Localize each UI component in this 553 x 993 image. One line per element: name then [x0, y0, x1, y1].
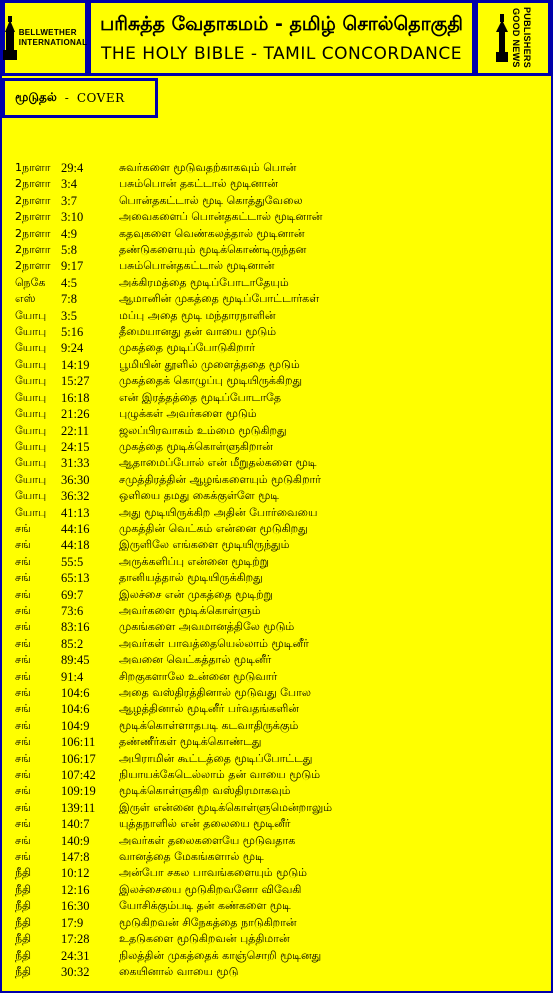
entry-book: நீதி — [15, 915, 32, 929]
entry-reference: 3:5 — [61, 308, 77, 323]
entry-book: யோபு — [15, 308, 47, 322]
section-title-tamil: மூடுதல் — [15, 90, 57, 104]
concordance-entry — [15, 701, 332, 717]
entry-text: இருளிலே எங்களை மூடியிருந்தும் — [119, 538, 290, 552]
entry-book: 2நாளா — [15, 210, 51, 224]
entry-text: அவர்கள் தலைகளையே மூடுவதாக — [119, 833, 296, 847]
entry-reference: 36:30 — [61, 472, 90, 487]
entry-text: தானியத்தால் மூடியிருக்கிறது — [119, 571, 263, 585]
entry-reference: 44:16 — [61, 521, 90, 536]
entry-book: யோபு — [15, 357, 47, 371]
entry-text: பொன்தகட்டால் மூடி கொத்துவேலை — [119, 193, 303, 207]
entry-text: சமுத்திரத்தின் ஆழங்களையும் மூடுகிறார் — [119, 472, 322, 486]
entry-book: 2நாளா — [15, 243, 51, 257]
entry-book: நீதி — [15, 948, 32, 962]
entry-reference: 139:11 — [61, 800, 96, 815]
entry-reference: 104:9 — [61, 718, 90, 733]
entry-book: சங் — [15, 800, 31, 814]
entry-reference: 55:5 — [61, 554, 84, 569]
entry-text: மப்பு அதை மூடி மந்தாரநாளின் — [119, 308, 276, 322]
title-english: THE HOLY BIBLE - TAMIL CONCORDANCE — [100, 44, 462, 64]
entry-book: 1நாளா — [15, 161, 51, 174]
bellwether-logo — [2, 0, 88, 76]
concordance-list — [15, 160, 332, 980]
entry-text: இலச்சை என் முகத்தை மூடிற்று — [119, 587, 273, 601]
concordance-entry — [15, 685, 332, 701]
entry-text: தண்டுகளையும் மூடிக்கொண்டிருந்தன — [119, 243, 307, 257]
entry-book: யோபு — [15, 390, 47, 404]
entry-text: நியாயக்கேடெல்லாம் தன் வாயை மூடும் — [119, 768, 321, 782]
entry-reference: 73:6 — [61, 603, 84, 618]
concordance-entry — [15, 636, 332, 652]
concordance-entry — [15, 767, 332, 783]
entry-book: 2நாளா — [15, 226, 51, 240]
concordance-entry — [15, 751, 332, 767]
entry-text: அவர்களை மூடிக்கொள்ளும் — [119, 603, 261, 617]
entry-book: சங் — [15, 587, 31, 601]
entry-reference: 104:6 — [61, 702, 90, 717]
entry-text: உதடுகளை மூடுகிறவன் புத்திமான் — [119, 932, 290, 946]
entry-book: நீதி — [15, 866, 32, 880]
entry-text: முகத்தை மூடிப்போடுகிறார் — [119, 341, 256, 355]
entry-text: ஜலப்பிரவாகம் உம்மை மூடுகிறது — [119, 423, 287, 437]
entry-book: நீதி — [15, 932, 32, 946]
entry-reference: 69:7 — [61, 587, 84, 602]
entry-reference: 147:8 — [61, 850, 90, 865]
entry-text: இலச்சையை மூடுகிறவனோ விவேகி — [119, 882, 302, 896]
entry-reference: 10:12 — [61, 866, 90, 881]
entry-reference: 106:17 — [61, 751, 96, 766]
concordance-entry — [15, 915, 332, 931]
concordance-entry — [15, 898, 332, 914]
entry-text: சிறகுகளாலே உன்னை மூடுவார் — [119, 669, 278, 683]
entry-book: யோபு — [15, 489, 47, 503]
entry-book: நீதி — [15, 964, 32, 978]
entry-text: ஒளியை தமது கைக்குள்ளே மூடி — [119, 489, 280, 503]
entry-reference: 104:6 — [61, 686, 90, 700]
entry-book: யோபு — [15, 439, 47, 453]
entry-reference: 65:13 — [61, 571, 90, 586]
concordance-entry — [15, 258, 332, 274]
concordance-entry — [15, 472, 332, 488]
entry-book: சங் — [15, 850, 31, 864]
entry-reference: 44:18 — [61, 538, 90, 553]
concordance-entry — [15, 193, 332, 209]
entry-book: 2நாளா — [15, 177, 51, 191]
entry-book: சங் — [15, 636, 31, 650]
logo-left-line-1: BELLWETHER — [18, 28, 77, 37]
concordance-entry — [15, 160, 332, 176]
concordance-entry — [15, 865, 332, 881]
entry-text: சுவர்களை மூடுவதற்காகவும் பொன் — [119, 161, 297, 174]
concordance-entry — [15, 833, 332, 849]
title-banner — [88, 0, 475, 76]
section-heading — [2, 78, 158, 118]
entry-text: முகத்தை மூடிக்கொள்ளுகிறான் — [119, 439, 273, 453]
concordance-entry — [15, 406, 332, 422]
entry-text: பூமியின் தூளில் முளைத்ததை மூடும் — [119, 357, 300, 371]
concordance-entry — [15, 948, 332, 964]
good-news-logo — [475, 0, 551, 76]
concordance-entry — [15, 652, 332, 668]
concordance-entry — [15, 964, 332, 980]
entry-book: சங் — [15, 653, 31, 667]
entry-text: முகத்தின் வெட்கம் என்னை மூடுகிறது — [119, 521, 308, 535]
entry-book: 2நாளா — [15, 193, 51, 207]
entry-book: சங் — [15, 669, 31, 683]
entry-reference: 5:16 — [61, 325, 84, 340]
concordance-entry — [15, 882, 332, 898]
concordance-entry — [15, 308, 332, 324]
entry-book: நெகே — [15, 275, 46, 289]
entry-text: அவைகளைப் பொன்தகட்டால் மூடினான் — [119, 210, 323, 224]
entry-reference: 4:9 — [61, 226, 77, 241]
entry-reference: 16:18 — [61, 390, 90, 405]
entry-book: சங் — [15, 571, 31, 585]
concordance-entry — [15, 291, 332, 307]
entry-book: சங் — [15, 702, 31, 716]
entry-reference: 31:33 — [61, 456, 90, 471]
entry-reference: 17:9 — [61, 915, 84, 930]
concordance-entry — [15, 373, 332, 389]
concordance-entry — [15, 390, 332, 406]
entry-book: 2நாளா — [15, 259, 51, 273]
entry-reference: 85:2 — [61, 636, 84, 651]
entry-reference: 83:16 — [61, 620, 90, 635]
entry-text: யோசிக்கும்படி தன் கண்களை மூடி — [119, 899, 291, 913]
entry-reference: 21:26 — [61, 407, 90, 422]
entry-text: தீமையானது தன் வாயை மூடும் — [119, 325, 277, 339]
entry-text: பசும்பொன்தகட்டால் மூடினான் — [119, 259, 275, 273]
entry-book: சங் — [15, 554, 31, 568]
concordance-entry — [15, 603, 332, 619]
concordance-entry — [15, 275, 332, 291]
entry-text: வானத்தை மேகங்களால் மூடி — [119, 850, 264, 864]
entry-reference: 9:24 — [61, 341, 84, 356]
concordance-entry — [15, 554, 332, 570]
concordance-entry — [15, 357, 332, 373]
entry-reference: 5:8 — [61, 243, 77, 258]
entry-reference: 106:11 — [61, 735, 96, 750]
entry-reference: 3:7 — [61, 193, 77, 208]
entry-book: சங் — [15, 718, 31, 732]
entry-book: யோபு — [15, 325, 47, 339]
entry-reference: 3:10 — [61, 210, 84, 225]
entry-reference: 91:4 — [61, 669, 84, 684]
entry-book: நீதி — [15, 882, 32, 896]
entry-text: நிலத்தின் முகத்தைக் காஞ்சொறி மூடினது — [119, 948, 322, 962]
entry-book: சங் — [15, 620, 31, 634]
concordance-entry — [15, 423, 332, 439]
entry-text: அருக்களிப்பு என்னை மூடிற்று — [119, 554, 269, 568]
concordance-entry — [15, 570, 332, 586]
entry-book: சங் — [15, 768, 31, 782]
entry-book: யோபு — [15, 374, 47, 388]
entry-book: யோபு — [15, 505, 47, 519]
logo-right-line-1: GOOD NEWS — [511, 8, 521, 68]
concordance-entry — [15, 669, 332, 685]
entry-reference: 14:19 — [61, 357, 90, 372]
entry-book: எஸ் — [15, 292, 36, 306]
entry-text: முகங்களை அவமானத்திலே மூடும் — [119, 620, 295, 634]
entry-book: சங் — [15, 686, 31, 699]
entry-text: ஆதாமைப்போல் என் மீறுதல்களை மூடி — [119, 456, 317, 470]
entry-reference: 30:32 — [61, 964, 90, 979]
entry-book: சங் — [15, 735, 31, 749]
concordance-entry — [15, 783, 332, 799]
entry-reference: 140:7 — [61, 817, 90, 832]
concordance-entry — [15, 340, 332, 356]
entry-text: முகத்தைக் கொழுப்பு மூடியிருக்கிறது — [119, 374, 302, 388]
concordance-entry — [15, 176, 332, 192]
entry-text: கையினால் வாயை மூடு — [119, 964, 239, 978]
section-title-english: COVER — [76, 91, 125, 105]
entry-book: யோபு — [15, 341, 47, 355]
entry-text: பசும்பொன் தகட்டால் மூடினான் — [119, 177, 278, 191]
entry-reference: 140:9 — [61, 833, 90, 848]
entry-reference: 109:19 — [61, 784, 96, 799]
concordance-entry — [15, 734, 332, 750]
entry-book: சங் — [15, 603, 31, 617]
entry-reference: 24:31 — [61, 948, 90, 963]
logo-left-line-2: INTERNATIONAL — [18, 38, 88, 47]
concordance-entry — [15, 226, 332, 242]
entry-book: நீதி — [15, 899, 32, 913]
entry-text: யுத்தநாளில் என் தலையை மூடினீர் — [119, 817, 291, 831]
torch-icon — [495, 14, 509, 62]
entry-text: அன்போ சகல பாவங்களையும் மூடும் — [119, 866, 307, 880]
concordance-entry — [15, 488, 332, 504]
entry-text: கதவுகளை வெண்கலத்தால் மூடினான் — [119, 226, 305, 240]
entry-reference: 22:11 — [61, 423, 90, 438]
entry-reference: 29:4 — [61, 161, 84, 175]
bell-tower-icon — [3, 16, 17, 60]
entry-text: ஆழத்தினால் மூடினீர் பர்வதங்களின் — [119, 702, 299, 716]
entry-reference: 17:28 — [61, 932, 90, 947]
concordance-entry — [15, 849, 332, 865]
entry-reference: 3:4 — [61, 177, 77, 192]
entry-book: யோபு — [15, 456, 47, 470]
entry-text: அது மூடியிருக்கிற அதின் போர்வையை — [119, 505, 318, 519]
entry-book: யோபு — [15, 423, 47, 437]
title-tamil: பரிசுத்த வேதாகமம் - தமிழ் சொல்தொகுதி — [100, 13, 463, 35]
entry-book: சங் — [15, 833, 31, 847]
concordance-entry — [15, 718, 332, 734]
logo-right-line-2: PUBLISHERS — [522, 7, 532, 69]
entry-reference: 7:8 — [61, 292, 77, 307]
entry-book: சங் — [15, 538, 31, 552]
entry-text: மூடிக்கொள்ளுகிற வஸ்திரமாகவும் — [119, 784, 291, 798]
entry-text: அபிராமின் கூட்டத்தை மூடிப்போட்டது — [119, 751, 313, 765]
concordance-entry — [15, 816, 332, 832]
concordance-entry — [15, 587, 332, 603]
entry-text: அவர்கள் பாவத்தையெல்லாம் மூடினீர் — [119, 636, 309, 650]
entry-book: சங் — [15, 521, 31, 535]
entry-text: அதை வஸ்திரத்தினால் மூடுவது போல — [119, 686, 311, 699]
concordance-entry — [15, 455, 332, 471]
concordance-entry — [15, 439, 332, 455]
entry-reference: 24:15 — [61, 439, 90, 454]
entry-reference: 16:30 — [61, 899, 90, 914]
concordance-entry — [15, 619, 332, 635]
entry-text: இருள் என்னை மூடிக்கொள்ளுமென்றாலும் — [119, 800, 333, 814]
concordance-entry — [15, 242, 332, 258]
entry-book: சங் — [15, 784, 31, 798]
entry-book: சங் — [15, 817, 31, 831]
entry-reference: 4:5 — [61, 275, 77, 290]
entry-reference: 41:13 — [61, 505, 90, 520]
entry-reference: 15:27 — [61, 374, 90, 389]
concordance-entry — [15, 209, 332, 225]
entry-text: மூடுகிறவன் சிநேகத்தை நாடுகிறான் — [119, 915, 297, 929]
concordance-entry — [15, 537, 332, 553]
entry-text: புழுக்கள் அவர்களை மூடும் — [119, 407, 257, 421]
concordance-entry — [15, 800, 332, 816]
concordance-entry — [15, 505, 332, 521]
entry-text: என் இரத்தத்தை மூடிப்போடாதே — [119, 390, 282, 404]
entry-text: மூடிக்கொள்ளாதபடி கடவாதிருக்கும் — [119, 718, 299, 732]
entry-text: ஆமானின் முகத்தை மூடிப்போட்டார்கள் — [119, 292, 320, 306]
concordance-entry — [15, 521, 332, 537]
entry-text: தண்ணீர்கள் மூடிக்கொண்டது — [119, 735, 262, 749]
entry-text: அவனை வெட்கத்தால் மூடினீர் — [119, 653, 272, 667]
entry-reference: 36:32 — [61, 489, 90, 504]
entry-reference: 9:17 — [61, 259, 84, 274]
entry-reference: 12:16 — [61, 882, 90, 897]
entry-reference: 107:42 — [61, 768, 96, 783]
entry-book: சங் — [15, 751, 31, 765]
concordance-entry — [15, 931, 332, 947]
entry-text: அக்கிரமத்தை மூடிப்போடாதேயும் — [119, 275, 289, 289]
entry-book: யோபு — [15, 472, 47, 486]
section-separator: - — [64, 91, 69, 105]
entry-reference: 89:45 — [61, 653, 90, 668]
entry-book: யோபு — [15, 407, 47, 421]
concordance-entry — [15, 324, 332, 340]
